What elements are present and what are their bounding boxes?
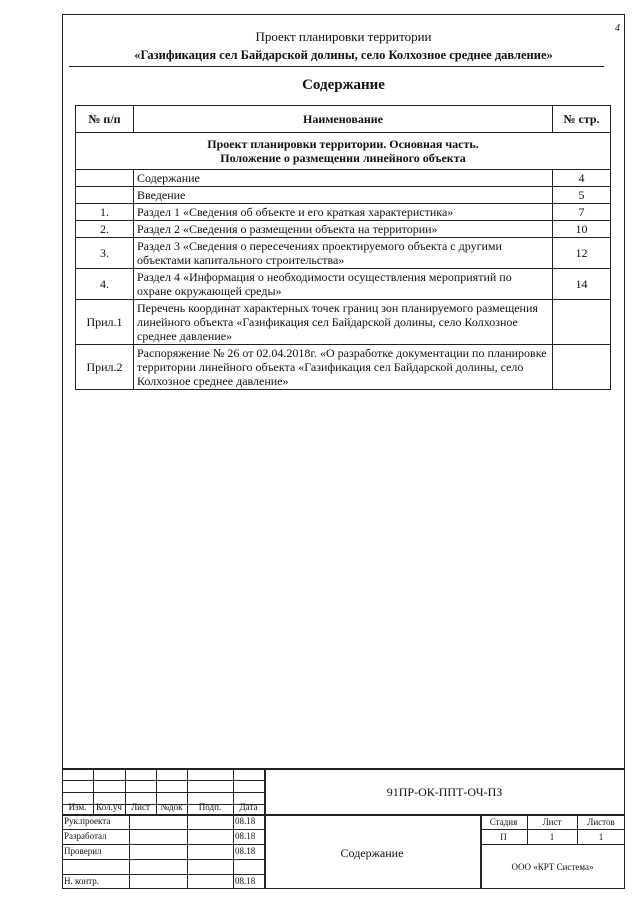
stage-value: П bbox=[500, 832, 507, 842]
section-heading bbox=[76, 133, 611, 170]
stamp-grid-line bbox=[129, 814, 130, 889]
column-header-name: Наименование bbox=[134, 106, 553, 133]
row-number: 1. bbox=[76, 204, 134, 221]
header-line-1: Проект планировки территории bbox=[255, 29, 432, 44]
page-number: 4 bbox=[615, 23, 620, 34]
stamp-top-border bbox=[62, 768, 625, 770]
row-page bbox=[553, 345, 611, 390]
row-number: Прил.1 bbox=[76, 300, 134, 345]
section-heading-line-2: Положение о размещении линейного объекта bbox=[220, 151, 466, 165]
stamp-role-date: 08.18 bbox=[235, 831, 256, 841]
table-row bbox=[76, 204, 611, 221]
row-number: Прил.2 bbox=[76, 345, 134, 390]
row-page: 7 bbox=[553, 204, 611, 221]
stamp-column-header: №док bbox=[160, 802, 183, 812]
stage-label: Стадия bbox=[489, 817, 518, 827]
stage-value: 1 bbox=[549, 832, 555, 842]
stamp-role-label: Разработал bbox=[64, 831, 107, 841]
table-row bbox=[76, 300, 611, 345]
stamp-column-header: Дата bbox=[239, 802, 258, 812]
title-block-stamp bbox=[62, 768, 625, 889]
row-number: 3. bbox=[76, 238, 134, 269]
stamp-role-date: 08.18 bbox=[235, 876, 256, 886]
page-frame bbox=[62, 14, 625, 889]
table-row bbox=[76, 187, 611, 204]
column-header-number: № п/п bbox=[76, 106, 134, 133]
table-header-row bbox=[76, 106, 611, 133]
stamp-role-date: 08.18 bbox=[235, 816, 256, 826]
table-row bbox=[76, 221, 611, 238]
section-heading-line-1: Проект планировки территории. Основная часть. bbox=[207, 137, 479, 151]
header-divider bbox=[69, 66, 604, 67]
row-name: Раздел 3 «Сведения о пересечениях проектируемого объекта с другими объектами капитального строительства» bbox=[134, 238, 553, 269]
table-row bbox=[76, 269, 611, 300]
stamp-grid-line bbox=[480, 829, 625, 830]
row-name: Раздел 2 «Сведения о размещении объекта на территории» bbox=[134, 221, 553, 238]
row-number bbox=[76, 187, 134, 204]
stamp-role-label: Н. контр. bbox=[64, 876, 100, 886]
row-page: 12 bbox=[553, 238, 611, 269]
row-page: 10 bbox=[553, 221, 611, 238]
row-name: Перечень координат характерных точек границ зон планируемого размещения линейного объекта «Газификация сел Байдарской долины, село Колхозное среднее давление» bbox=[134, 300, 553, 345]
stamp-column-header: Изм. bbox=[68, 802, 87, 812]
table-row bbox=[76, 170, 611, 187]
row-page: 5 bbox=[553, 187, 611, 204]
stamp-grid-line bbox=[187, 814, 188, 889]
stamp-column-header: Подп. bbox=[198, 802, 222, 812]
row-name: Распоряжение № 26 от 02.04.2018г. «О разработке документации по планировке территории линейного объекта «Газификация сел Байдарской долины, село Колхозное среднее давление» bbox=[134, 345, 553, 390]
row-page: 14 bbox=[553, 269, 611, 300]
row-page bbox=[553, 300, 611, 345]
stamp-column-header: Кол.уч bbox=[96, 802, 122, 812]
document-header bbox=[63, 29, 624, 63]
stamp-grid-line bbox=[480, 844, 625, 845]
stamp-role-label: Проверил bbox=[64, 846, 102, 856]
row-name: Введение bbox=[134, 187, 553, 204]
row-name: Раздел 1 «Сведения об объекте и его краткая характеристика» bbox=[134, 204, 553, 221]
row-number bbox=[76, 170, 134, 187]
row-number: 2. bbox=[76, 221, 134, 238]
stamp-grid-line bbox=[233, 814, 234, 889]
stage-label: Листов bbox=[587, 817, 615, 827]
stamp-role-label: Рук.проекта bbox=[64, 816, 111, 826]
table-row bbox=[76, 238, 611, 269]
row-number: 4. bbox=[76, 269, 134, 300]
table-row bbox=[76, 345, 611, 390]
document-title: Содержание bbox=[302, 77, 385, 93]
stage-label: Лист bbox=[542, 817, 562, 827]
stamp-divider bbox=[62, 814, 625, 816]
sheet-title: Содержание bbox=[340, 846, 404, 860]
row-page: 4 bbox=[553, 170, 611, 187]
organization-name: ООО «КРТ Система» bbox=[511, 862, 594, 872]
document-code: 91ПР-ОК-ППТ-ОЧ-ПЗ bbox=[386, 785, 503, 799]
column-header-page: № стр. bbox=[553, 106, 611, 133]
header-line-2: «Газификация сел Байдарской долины, село Колхозное среднее давление» bbox=[134, 48, 553, 62]
stamp-column-header: Лист bbox=[131, 802, 150, 812]
contents-table bbox=[75, 105, 611, 390]
stage-value: 1 bbox=[598, 832, 604, 842]
row-name: Содержание bbox=[134, 170, 553, 187]
row-name: Раздел 4 «Информация о необходимости осуществления мероприятий по охране окружающей среды» bbox=[134, 269, 553, 300]
section-heading-row bbox=[76, 133, 611, 170]
stamp-role-date: 08.18 bbox=[235, 846, 256, 856]
